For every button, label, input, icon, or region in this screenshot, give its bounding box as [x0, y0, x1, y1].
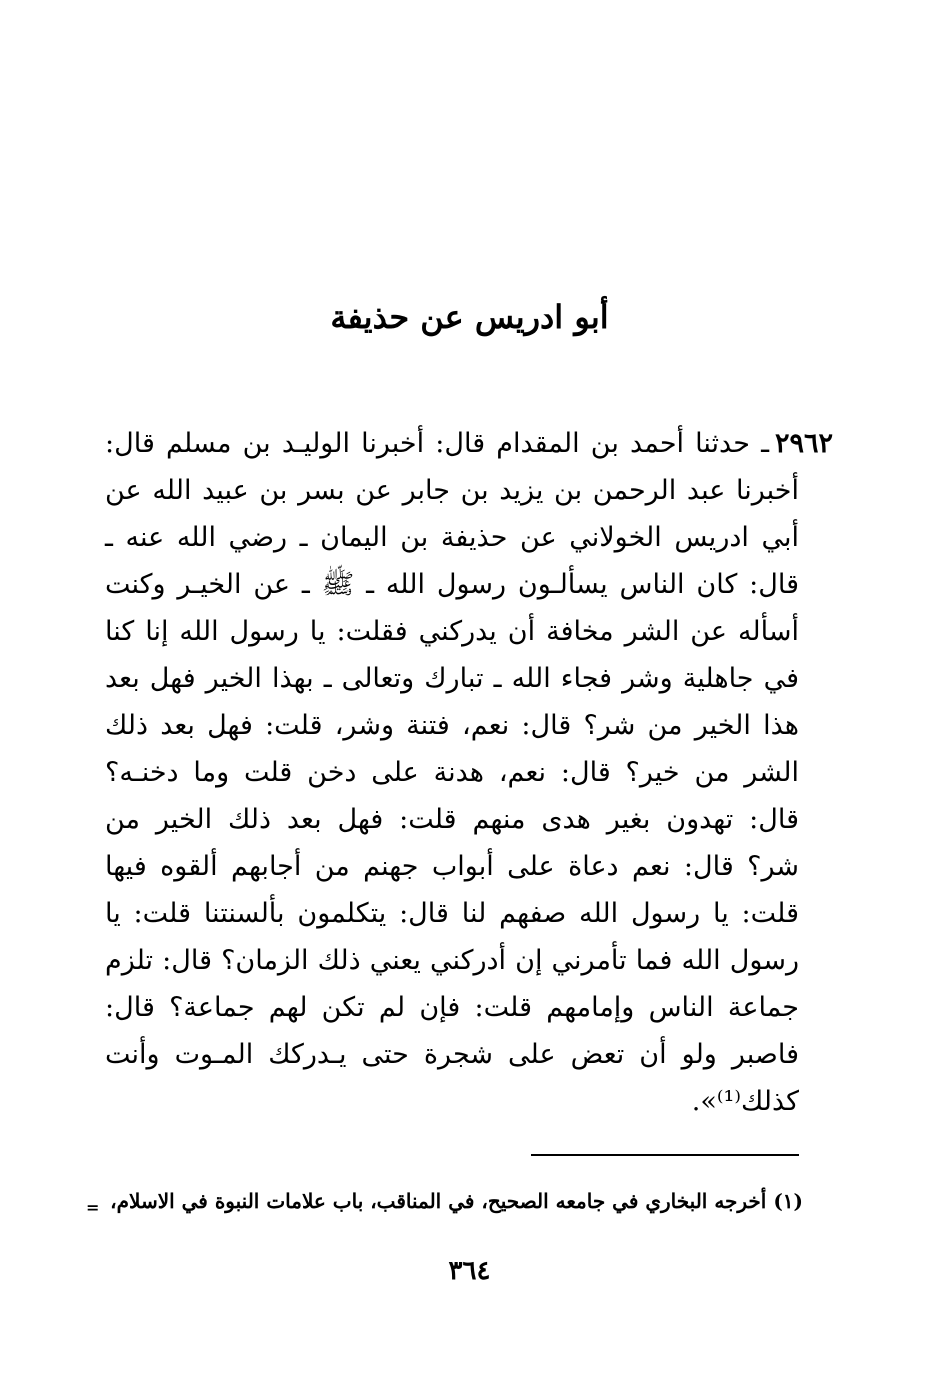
hadith-line: الشر من خير؟ قال: نعم، هدنة على دخن قلت وما دخنـه؟: [105, 757, 799, 788]
hadith-block: [105, 420, 833, 1125]
hadith-line: أبي ادريس الخولاني عن حذيفة بن اليمان ـ رضي الله عنه ـ: [105, 522, 799, 553]
chapter-title: أبو ادريس عن حذيفة: [330, 298, 609, 336]
footnote-divider: [531, 1154, 799, 1156]
hadith-line: قال: كان الناس يسألـون رسول الله ـ ﷺ ـ عن الخيـر وكنت: [105, 569, 799, 600]
hadith-line: فاصبر ولو أن تعض على شجرة حتى يـدركك المـوت وأنت: [105, 1039, 799, 1070]
hadith-line: هذا الخير من شر؟ قال: نعم، فتنة وشر، قلت: فهل بعد ذلك: [105, 710, 799, 741]
hadith-line: [105, 420, 833, 467]
footnote-continuation-mark: =: [86, 1198, 100, 1217]
hadith-line: أخبرنا عبد الرحمن بن يزيد بن جابر عن بسر بن عبيد الله عن: [105, 475, 799, 506]
hadith-line: رسول الله فما تأمرني إن أدركني يعني ذلك الزمان؟ قال: تلزم: [105, 945, 799, 976]
footnote: (١) أخرجه البخاري في جامعه الصحيح، في المناقب، باب علامات النبوة في الاسلام،: [110, 1189, 803, 1213]
hadith-number: ٢٩٦٢: [774, 428, 833, 459]
hadith-line: قال: تهدون بغير هدى منهم قلت: فهل بعد ذلك الخير من: [105, 804, 799, 835]
page-number: ٣٦٤: [448, 1256, 491, 1286]
hadith-line: جماعة الناس وإمامهم قلت: فإن لم تكن لهم جماعة؟ قال:: [105, 992, 799, 1023]
hadith-line: كذلك⁽¹⁾».: [691, 1086, 799, 1117]
hadith-line: قلت: يا رسول الله صفهم لنا قال: يتكلمون بألسنتنا قلت: يا: [105, 898, 799, 929]
hadith-line-text: ـ حدثنا أحمد بن المقدام قال: أخبرنا الوليـد بن مسلم قال:: [105, 428, 769, 459]
hadith-line: شر؟ قال: نعم دعاة على أبواب جهنم من أجابهم ألقوه فيها: [105, 851, 799, 882]
hadith-line: أسأله عن الشر مخافة أن يدركني فقلت: يا رسول الله إنا كنا: [105, 616, 799, 647]
hadith-line: في جاهلية وشر فجاء الله ـ تبارك وتعالى ـ بهذا الخير فهل بعد: [105, 663, 799, 694]
